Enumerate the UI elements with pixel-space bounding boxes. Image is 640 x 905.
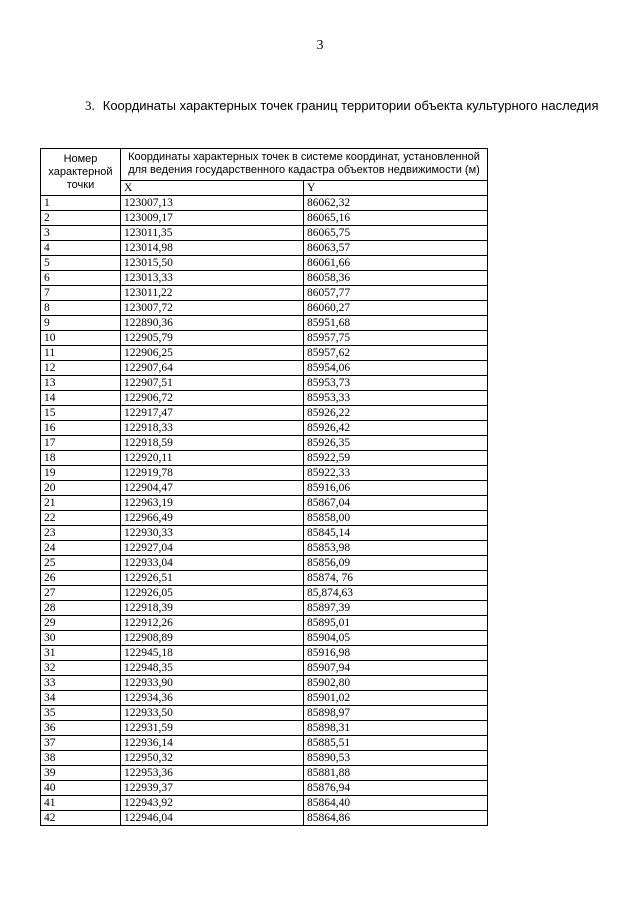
table-row	[41, 256, 488, 271]
page-number: 3	[316, 38, 324, 53]
cell-point-number: 12	[41, 361, 121, 376]
cell-point-number: 26	[41, 571, 121, 586]
table-row	[41, 286, 488, 301]
table-row	[41, 706, 488, 721]
cell-point-number: 8	[41, 301, 121, 316]
cell-y: 85926,35	[304, 436, 488, 451]
table-row	[41, 781, 488, 796]
cell-x: 122946,04	[121, 811, 304, 826]
section-heading	[85, 98, 598, 114]
cell-x: 123013,33	[121, 271, 304, 286]
table-row	[41, 661, 488, 676]
coordinates-table	[40, 148, 488, 826]
section-number: 3.	[85, 98, 95, 113]
table-row	[41, 196, 488, 211]
cell-y: 85895,01	[304, 616, 488, 631]
cell-y: 85957,62	[304, 346, 488, 361]
cell-point-number: 23	[41, 526, 121, 541]
cell-point-number: 29	[41, 616, 121, 631]
cell-y: 86065,16	[304, 211, 488, 226]
table-body	[41, 196, 488, 826]
cell-x: 122927,04	[121, 541, 304, 556]
cell-y: 86061,66	[304, 256, 488, 271]
cell-x: 122945,18	[121, 646, 304, 661]
cell-x: 122907,64	[121, 361, 304, 376]
cell-y: 85957,75	[304, 331, 488, 346]
cell-x: 123007,13	[121, 196, 304, 211]
cell-y: 85,874,63	[304, 586, 488, 601]
cell-point-number: 11	[41, 346, 121, 361]
cell-point-number: 21	[41, 496, 121, 511]
cell-point-number: 15	[41, 406, 121, 421]
cell-x: 122905,79	[121, 331, 304, 346]
header-coordinates: Координаты характерных точек в системе координат, установленной для ведения государственного кадастра объектов недвижимости (м)	[121, 149, 488, 181]
cell-x: 122904,47	[121, 481, 304, 496]
cell-y: 85881,88	[304, 766, 488, 781]
table-row	[41, 211, 488, 226]
cell-y: 85926,42	[304, 421, 488, 436]
table-row	[41, 241, 488, 256]
cell-x: 122906,72	[121, 391, 304, 406]
table-row	[41, 601, 488, 616]
cell-x: 122906,25	[121, 346, 304, 361]
cell-x: 122908,89	[121, 631, 304, 646]
cell-point-number: 17	[41, 436, 121, 451]
cell-point-number: 38	[41, 751, 121, 766]
cell-point-number: 7	[41, 286, 121, 301]
cell-x: 123014,98	[121, 241, 304, 256]
cell-point-number: 32	[41, 661, 121, 676]
cell-point-number: 30	[41, 631, 121, 646]
cell-y: 86057,77	[304, 286, 488, 301]
cell-x: 122934,36	[121, 691, 304, 706]
cell-y: 86065,75	[304, 226, 488, 241]
cell-x: 122950,32	[121, 751, 304, 766]
cell-y: 85953,33	[304, 391, 488, 406]
cell-point-number: 20	[41, 481, 121, 496]
table-row	[41, 571, 488, 586]
cell-y: 86062,32	[304, 196, 488, 211]
cell-y: 85954,06	[304, 361, 488, 376]
table-row	[41, 331, 488, 346]
table-row	[41, 226, 488, 241]
cell-x: 122933,04	[121, 556, 304, 571]
table-row	[41, 361, 488, 376]
cell-x: 122912,26	[121, 616, 304, 631]
cell-x: 122933,50	[121, 706, 304, 721]
cell-y: 85951,68	[304, 316, 488, 331]
cell-y: 85901,02	[304, 691, 488, 706]
cell-y: 85898,31	[304, 721, 488, 736]
cell-point-number: 14	[41, 391, 121, 406]
table-row	[41, 796, 488, 811]
cell-x: 122907,51	[121, 376, 304, 391]
cell-x: 122926,51	[121, 571, 304, 586]
table-row	[41, 691, 488, 706]
cell-y: 85953,73	[304, 376, 488, 391]
table-row	[41, 526, 488, 541]
table-row	[41, 301, 488, 316]
cell-y: 85922,33	[304, 466, 488, 481]
cell-x: 122953,36	[121, 766, 304, 781]
cell-point-number: 37	[41, 736, 121, 751]
cell-x: 122918,39	[121, 601, 304, 616]
cell-y: 85876,94	[304, 781, 488, 796]
header-point-number: Номер характерной точки	[41, 149, 121, 196]
cell-y: 85898,97	[304, 706, 488, 721]
cell-point-number: 41	[41, 796, 121, 811]
cell-y: 85864,40	[304, 796, 488, 811]
cell-point-number: 13	[41, 376, 121, 391]
table-row	[41, 316, 488, 331]
cell-point-number: 36	[41, 721, 121, 736]
cell-y: 85864,86	[304, 811, 488, 826]
cell-point-number: 16	[41, 421, 121, 436]
cell-x: 122920,11	[121, 451, 304, 466]
cell-x: 123009,17	[121, 211, 304, 226]
cell-point-number: 42	[41, 811, 121, 826]
cell-point-number: 10	[41, 331, 121, 346]
cell-y: 85856,09	[304, 556, 488, 571]
table-row	[41, 346, 488, 361]
cell-y: 85902,80	[304, 676, 488, 691]
cell-y: 85922,59	[304, 451, 488, 466]
table-row	[41, 811, 488, 826]
table-row	[41, 646, 488, 661]
cell-x: 122918,33	[121, 421, 304, 436]
header-x: X	[121, 180, 304, 195]
cell-x: 122917,47	[121, 406, 304, 421]
cell-x: 122966,49	[121, 511, 304, 526]
cell-point-number: 4	[41, 241, 121, 256]
table-row	[41, 751, 488, 766]
cell-x: 122939,37	[121, 781, 304, 796]
table-row	[41, 451, 488, 466]
cell-x: 122963,19	[121, 496, 304, 511]
table-row	[41, 541, 488, 556]
table-row	[41, 511, 488, 526]
cell-x: 122948,35	[121, 661, 304, 676]
cell-x: 123011,35	[121, 226, 304, 241]
cell-y: 85845,14	[304, 526, 488, 541]
cell-x: 122943,92	[121, 796, 304, 811]
table-row	[41, 586, 488, 601]
cell-point-number: 28	[41, 601, 121, 616]
table-row	[41, 271, 488, 286]
cell-x: 122936,14	[121, 736, 304, 751]
cell-y: 85897,39	[304, 601, 488, 616]
cell-y: 85916,06	[304, 481, 488, 496]
table-row	[41, 436, 488, 451]
cell-x: 122918,59	[121, 436, 304, 451]
cell-point-number: 33	[41, 676, 121, 691]
cell-point-number: 39	[41, 766, 121, 781]
cell-y: 86058,36	[304, 271, 488, 286]
cell-x: 123011,22	[121, 286, 304, 301]
cell-x: 122919,78	[121, 466, 304, 481]
cell-x: 122930,33	[121, 526, 304, 541]
cell-point-number: 22	[41, 511, 121, 526]
cell-point-number: 24	[41, 541, 121, 556]
cell-y: 85926,22	[304, 406, 488, 421]
cell-x: 122926,05	[121, 586, 304, 601]
table-row	[41, 376, 488, 391]
cell-y: 85916,98	[304, 646, 488, 661]
cell-y: 85890,53	[304, 751, 488, 766]
table-row	[41, 676, 488, 691]
cell-point-number: 2	[41, 211, 121, 226]
cell-y: 86060,27	[304, 301, 488, 316]
cell-point-number: 25	[41, 556, 121, 571]
cell-x: 122890,36	[121, 316, 304, 331]
cell-x: 123007,72	[121, 301, 304, 316]
table-row	[41, 421, 488, 436]
cell-y: 85885,51	[304, 736, 488, 751]
table-row	[41, 721, 488, 736]
table-row	[41, 391, 488, 406]
cell-point-number: 34	[41, 691, 121, 706]
cell-point-number: 6	[41, 271, 121, 286]
table-row	[41, 736, 488, 751]
section-title: Координаты характерных точек границ территории объекта культурного наследия	[102, 98, 599, 113]
cell-point-number: 1	[41, 196, 121, 211]
cell-point-number: 40	[41, 781, 121, 796]
cell-y: 85904,05	[304, 631, 488, 646]
cell-y: 85867,04	[304, 496, 488, 511]
cell-point-number: 19	[41, 466, 121, 481]
cell-y: 86063,57	[304, 241, 488, 256]
table-row	[41, 481, 488, 496]
cell-point-number: 18	[41, 451, 121, 466]
cell-point-number: 27	[41, 586, 121, 601]
cell-x: 122933,90	[121, 676, 304, 691]
cell-x: 122931,59	[121, 721, 304, 736]
cell-y: 85858,00	[304, 511, 488, 526]
header-y: Y	[304, 180, 488, 195]
cell-point-number: 31	[41, 646, 121, 661]
table-row	[41, 466, 488, 481]
cell-point-number: 9	[41, 316, 121, 331]
table-row	[41, 766, 488, 781]
table-row	[41, 406, 488, 421]
table-row	[41, 616, 488, 631]
table-header-row	[41, 149, 488, 181]
cell-y: 85853,98	[304, 541, 488, 556]
cell-x: 123015,50	[121, 256, 304, 271]
cell-y: 85907,94	[304, 661, 488, 676]
table-row	[41, 496, 488, 511]
cell-point-number: 5	[41, 256, 121, 271]
table-row	[41, 631, 488, 646]
table-row	[41, 556, 488, 571]
cell-point-number: 3	[41, 226, 121, 241]
cell-point-number: 35	[41, 706, 121, 721]
cell-y: 85874, 76	[304, 571, 488, 586]
